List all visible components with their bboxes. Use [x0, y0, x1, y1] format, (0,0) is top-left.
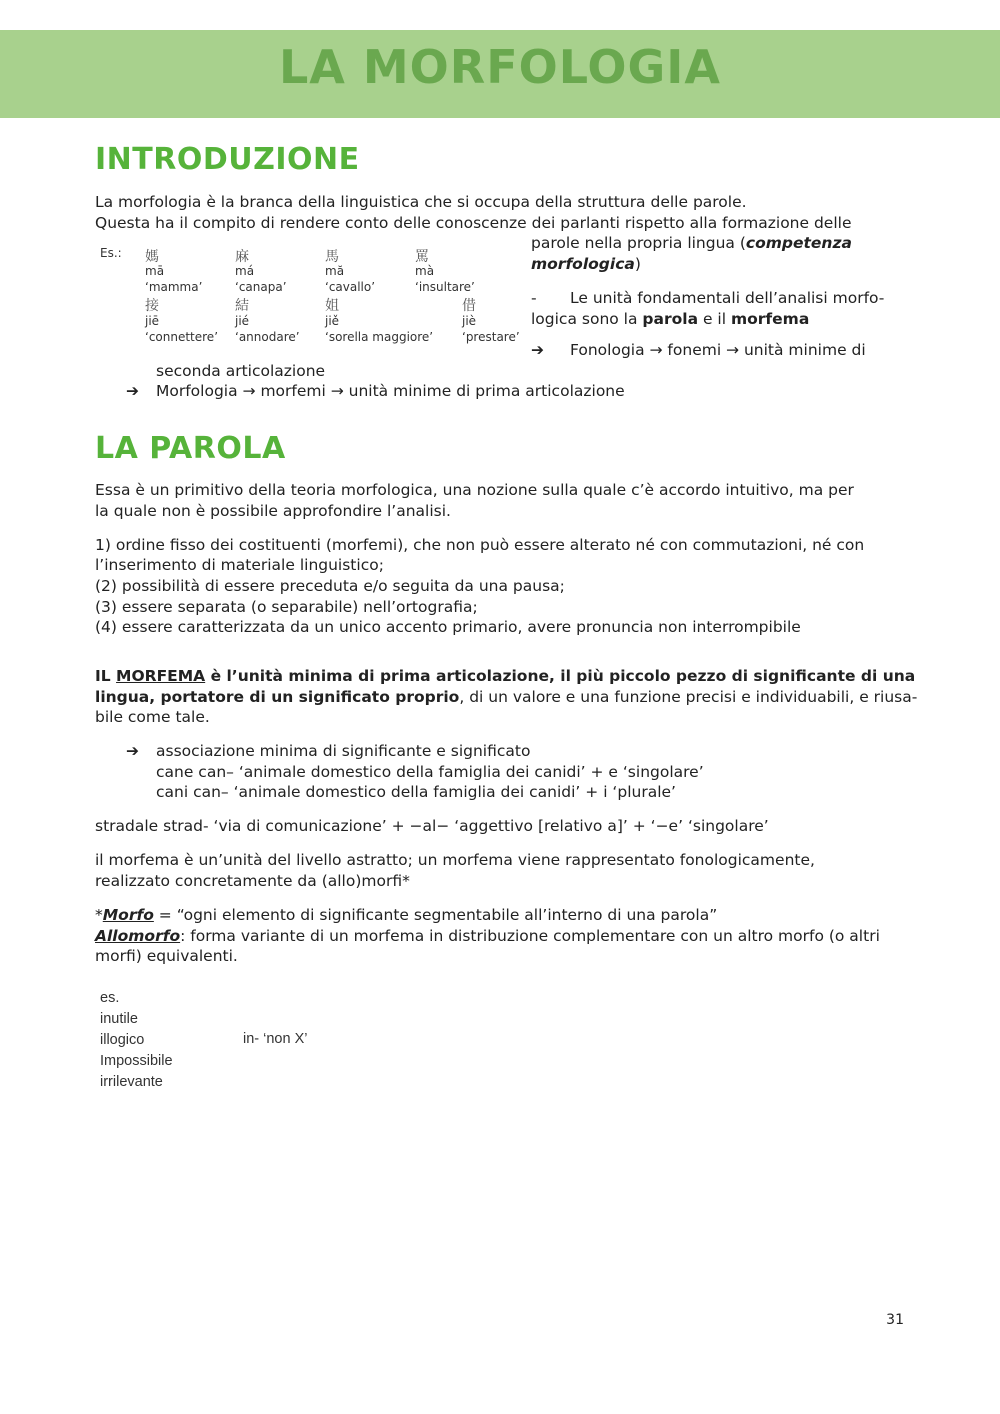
example-word: illogico — [100, 1032, 145, 1048]
char-ma1: 媽 — [145, 249, 159, 265]
char-jie2: 結 — [235, 298, 249, 314]
example-word: Impossibile — [100, 1053, 173, 1069]
gloss-jie2: ‘annodare’ — [235, 330, 300, 344]
arrow-right-icon: ➔ — [126, 382, 139, 400]
morfema-def-line-1: IL MORFEMA è l’unità minima di prima articolazione, il più piccolo pezzo di significante di una — [95, 667, 916, 685]
heading-la-parola: LA PAROLA — [95, 431, 286, 466]
gloss-ma4: ‘insultare’ — [415, 280, 475, 294]
pinyin-jie3: jiě — [325, 314, 340, 328]
criterion-1-line-1: 1) ordine fisso dei costituenti (morfemi), che non può essere alterato né con commutazioni, né con — [95, 536, 865, 554]
example-label: es. — [100, 990, 120, 1006]
allomorph-example — [100, 988, 173, 1093]
fonologia-cont: seconda articolazione — [156, 362, 326, 380]
pinyin-ma3: mă — [325, 264, 345, 278]
morfema-def-line-2: lingua, portatore di un significato proprio, di un valore e una funzione precisi e individuabili, e riusa- — [95, 688, 918, 706]
pinyin-jie4: jiè — [462, 314, 477, 328]
example-word: irrilevante — [100, 1074, 163, 1090]
gloss-ma2: ‘canapa’ — [235, 280, 287, 294]
prefix-gloss: in- ‘non X’ — [243, 1031, 308, 1047]
example-label: Es.: — [100, 246, 122, 260]
criterion-1-line-2: l’inserimento di materiale linguistico; — [95, 556, 384, 574]
cani-example: cani can– ‘animale domestico della famiglia dei canidi’ + i ‘plurale’ — [156, 783, 676, 801]
morfologia-line: Morfologia → morfemi → unità minime di prima articolazione — [156, 382, 625, 400]
fonologia-line: Fonologia → fonemi → unità minime di — [570, 341, 866, 359]
pinyin-ma1: mā — [145, 264, 165, 278]
pinyin-jie1: jiē — [145, 314, 160, 328]
gloss-ma1: ‘mamma’ — [145, 280, 203, 294]
intro-line-2: Questa ha il compito di rendere conto delle conoscenze dei parlanti rispetto alla formazione delle — [95, 214, 852, 232]
chinese-tone-example — [100, 246, 520, 356]
pinyin-ma4: mà — [415, 264, 435, 278]
char-ma4: 罵 — [415, 249, 429, 265]
gloss-jie1: ‘connettere’ — [145, 330, 219, 344]
criterion-2: (2) possibilità di essere preceduta e/o seguita da una pausa; — [95, 577, 565, 595]
char-ma2: 麻 — [235, 249, 249, 265]
arrow-right-icon: ➔ — [531, 341, 544, 359]
morfema-def-line-3: bile come tale. — [95, 708, 210, 726]
astratto-line-1: il morfema è un’unità del livello astratto; un morfema viene rappresentato fonologicamente, — [95, 851, 815, 869]
units-line-1: Le unità fondamentali dell’analisi morfo- — [570, 289, 885, 307]
heading-introduzione: INTRODUZIONE — [95, 142, 360, 177]
astratto-line-2: realizzato concretamente da (allo)morfi* — [95, 872, 410, 890]
gloss-jie3: ‘sorella maggiore’ — [325, 330, 434, 344]
example-word: inutile — [100, 1011, 138, 1027]
char-jie3: 姐 — [325, 298, 339, 314]
gloss-jie4: ‘prestare’ — [462, 330, 520, 344]
cane-example: cane can– ‘animale domestico della famiglia dei canidi’ + e ‘singolare’ — [156, 763, 704, 781]
page-title: LA MORFOLOGIA — [278, 40, 721, 94]
pinyin-jie2: jié — [235, 314, 250, 328]
char-jie1: 接 — [145, 298, 159, 314]
units-dash: - — [531, 289, 537, 307]
criterion-4: (4) essere caratterizzata da un unico accento primario, avere pronuncia non interrompibile — [95, 618, 801, 636]
char-ma3: 馬 — [325, 249, 339, 265]
intro-line-4: morfologica) — [531, 255, 641, 273]
parola-p1-line-2: la quale non è possibile approfondire l’analisi. — [95, 502, 451, 520]
units-line-2: logica sono la parola e il morfema — [531, 310, 810, 328]
char-jie4: 借 — [462, 298, 476, 314]
stradale-example: stradale strad- ‘via di comunicazione’ + −al− ‘aggettivo [relativo a]’ + ‘−e’ ‘singolare’ — [95, 817, 769, 835]
assoc-line: associazione minima di significante e significato — [156, 742, 531, 760]
morfo-definition: *Morfo = “ogni elemento di significante segmentabile all’interno di una parola” — [95, 906, 718, 924]
gloss-ma3: ‘cavallo’ — [325, 280, 376, 294]
parola-p1-line-1: Essa è un primitivo della teoria morfologica, una nozione sulla quale c’è accordo intuitivo, ma per — [95, 481, 854, 499]
allomorfo-definition-line-1: Allomorfo: forma variante di un morfema in distribuzione complementare con un altro morfo (o altri — [95, 927, 880, 945]
allomorfo-definition-line-2: morfi) equivalenti. — [95, 947, 238, 965]
page-number: 31 — [886, 1312, 904, 1328]
pinyin-ma2: má — [235, 264, 255, 278]
arrow-right-icon: ➔ — [126, 742, 139, 760]
criterion-3: (3) essere separata (o separabile) nell’ortografia; — [95, 598, 478, 616]
intro-line-1: La morfologia è la branca della linguistica che si occupa della struttura delle parole. — [95, 193, 747, 211]
intro-line-3: parole nella propria lingua (competenza — [531, 234, 852, 252]
